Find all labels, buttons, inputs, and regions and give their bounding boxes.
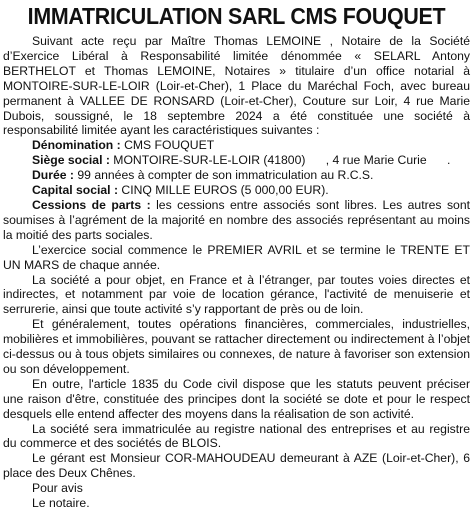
field-capital <box>3 183 470 198</box>
duree-value: 99 années à compter de son immatriculation au R.C.S. <box>74 168 374 183</box>
siege-value: MONTOIRE-SUR-LE-LOIR (41800) , 4 rue Marie Curie . <box>109 153 451 168</box>
exercice-paragraph: L’exercice social commence le PREMIER AVRIL et se termine le TRENTE ET UN MARS de chaque année. <box>3 242 470 272</box>
cessions-label: Cessions de parts : <box>32 197 151 212</box>
siege-label: Siège social : <box>32 153 110 168</box>
notice-title: IMMATRICULATION SARL CMS FOUQUET <box>27 3 446 29</box>
capital-value: CINQ MILLE EUROS (5 000,00 EUR). <box>118 183 329 198</box>
cessions-value: les cessions entre associés sont libres. Les autres sont soumises à l’agrément de la majorité en nombre des associés représentant au moins la moitié des parts sociales. <box>3 197 470 242</box>
registre-paragraph: La société sera immatriculée au registre national des entreprises et au registre du commerce et des sociétés de BLOIS. <box>3 421 470 451</box>
field-cessions <box>3 198 470 243</box>
article-paragraph: En outre, l'article 1835 du Code civil dispose que les statuts peuvent préciser une raison d'être, constituée des principes dont la société se dote et pour le respect desquels elle entend affecter des moyens dans la réalisation de son activité. <box>3 376 470 421</box>
gerant-paragraph: Le gérant est Monsieur COR-MAHOUDEAU demeurant à AZE (Loir-et-Cher), 6 place des Deux Chênes. <box>3 451 470 481</box>
denomination-value: CMS FOUQUET <box>120 138 215 153</box>
objet-paragraph: La société a pour objet, en France et à l’étranger, par toutes voies directes et indirectes, et notamment par voie de location gérance, l'activité de menuiserie et serrurerie, ainsi que toute activité s’y rapportant de près ou de loin. <box>3 272 470 317</box>
field-denomination <box>3 138 470 153</box>
capital-label: Capital social : <box>32 183 119 198</box>
pour-avis: Pour avis <box>32 481 83 496</box>
field-duree <box>3 168 470 183</box>
signature: Le notaire. <box>32 496 90 511</box>
intro-paragraph: Suivant acte reçu par Maître Thomas LEMOINE , Notaire de la Société d’Exercice Libéral à Responsabilité limitée dénommée « SELARL Antony BERTHELOT et Thomas LEMOINE, Notaires » titulaire d’un office notarial à MONTOIRE-SUR-LE-LOIR (Loir-et-Cher), 1 Place du Maréchal Foch, avec bureau permanent à VALLEE DE RONSARD (Loir-et-Cher), Couture sur Loir, 4 rue Marie Dubois, soussigné, le 18 septembre 2024 a été constituée une société à responsabilité limitée ayant les caractéristiques suivantes : <box>3 34 470 138</box>
duree-label: Durée : <box>32 168 74 183</box>
general-paragraph: Et généralement, toutes opérations financières, commerciales, industrielles, mobilières et immobilières, pouvant se rattacher directement ou indirectement à l’objet ci-dessus ou à tous objets similaires ou connexes, de nature à favoriser son extension ou son développement. <box>3 317 470 376</box>
denomination-label: Dénomination : <box>32 138 121 153</box>
field-siege <box>3 153 470 168</box>
